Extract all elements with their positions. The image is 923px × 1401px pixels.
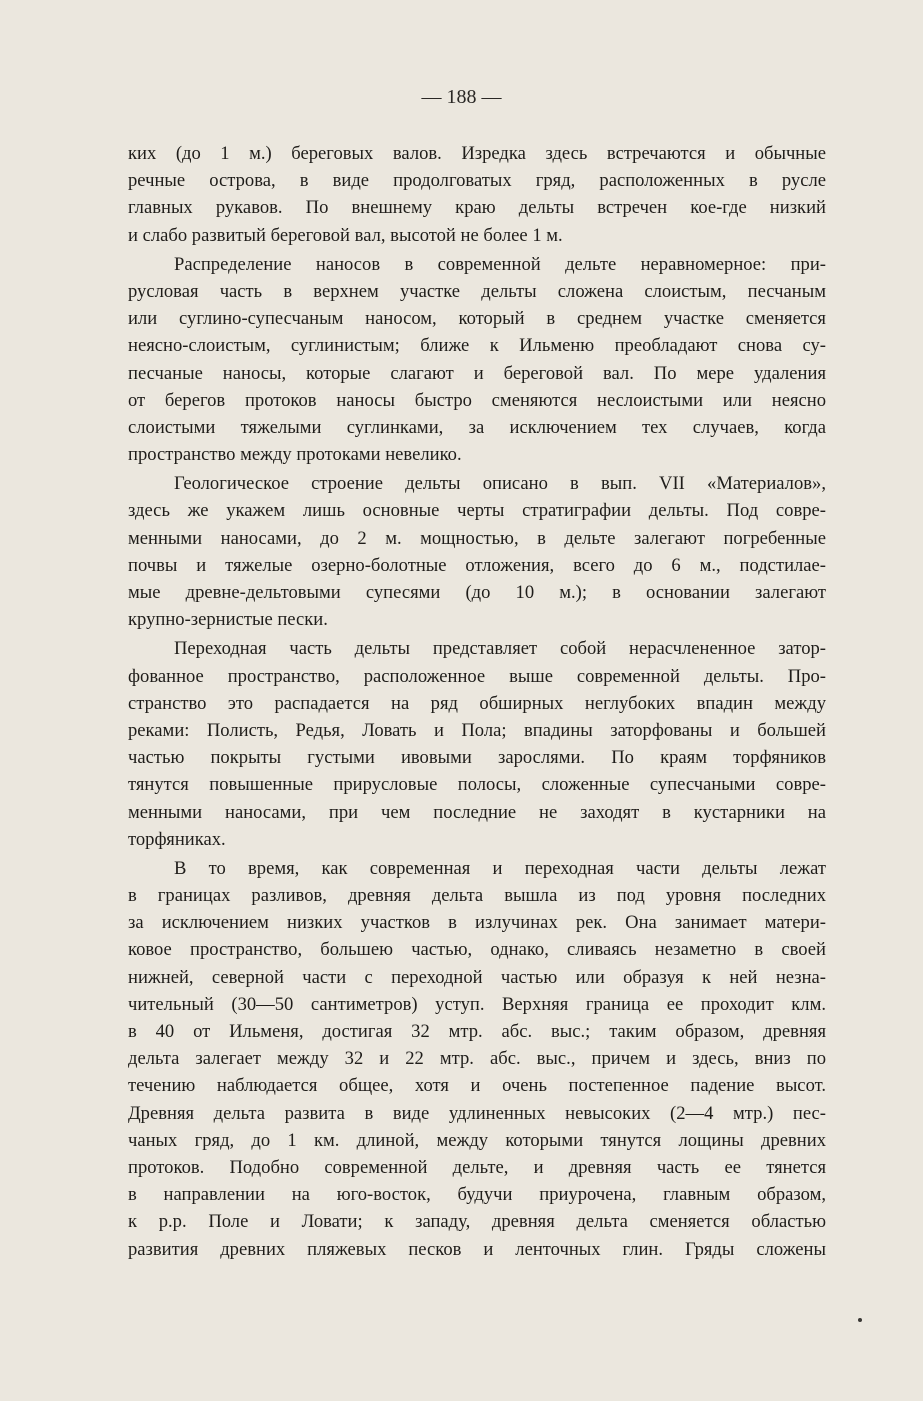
text-line: неясно-слоистым, суглинистым; ближе к Ильменю преобладают снова су-: [128, 335, 826, 357]
text-line: менными наносами, при чем последние не заходят в кустарники на: [128, 801, 826, 823]
text-line: протоков. Подобно современной дельте, и древняя часть ее тянется: [128, 1156, 826, 1178]
text-line: ких (до 1 м.) береговых валов. Изредка здесь встречаются и обычные: [128, 143, 826, 164]
text-line: речные острова, в виде продолговатых гряд, расположенных в русле: [128, 170, 826, 192]
text-line: главных рукавов. По внешнему краю дельты встречен кое-где низкий: [128, 197, 826, 219]
text-line: русловая часть в верхнем участке дельты сложена слоистым, песчаным: [128, 280, 826, 302]
text-line: к р.р. Поле и Ловати; к западу, древняя дельта сменяется областью: [128, 1211, 826, 1233]
text-line: Распределение наносов в современной дельте неравномерное: при-: [174, 253, 826, 275]
text-line: пространство между протоками невелико.: [128, 444, 462, 466]
text-line: от берегов протоков наносы быстро сменяются неслоистыми или неясно: [128, 389, 826, 411]
text-line: Геологическое строение дельты описано в вып. VII «Материалов»,: [174, 473, 826, 495]
text-line: слоистыми тяжелыми суглинками, за исключением тех случаев, когда: [128, 416, 826, 438]
ink-speck: [858, 1318, 862, 1322]
text-line: за исключением низких участков в излучинах рек. Она занимает матери-: [128, 912, 826, 934]
body-text: [128, 140, 826, 1263]
text-line: песчаные наносы, которые слагают и береговой вал. По мере удаления: [128, 362, 826, 384]
text-line: чаных гряд, до 1 км. длиной, между которыми тянутся лощины древних: [128, 1129, 826, 1151]
text-line: в 40 от Ильменя, достигая 32 мтр. абс. выс.; таким образом, древняя: [128, 1021, 826, 1042]
text-line: торфяниках.: [128, 828, 226, 850]
text-line: почвы и тяжелые озерно-болотные отложения, всего до 6 м., подстилае-: [128, 554, 826, 576]
paragraph: [128, 855, 826, 1263]
page-number: — 188 —: [421, 86, 502, 108]
text-line: и слабо развитый береговой вал, высотой не более 1 м.: [128, 224, 563, 246]
text-line: В то время, как современная и переходная части дельты лежат: [174, 857, 826, 879]
text-line: Переходная часть дельты представляет собой нерасчлененное затор-: [174, 638, 826, 660]
text-line: реками: Полисть, Редья, Ловать и Пола; впадины заторфованы и большей: [128, 719, 826, 741]
paragraph: [128, 251, 826, 469]
text-line: Древняя дельта развита в виде удлиненных невысоких (2—4 мтр.) пес-: [128, 1102, 826, 1124]
paragraph: [128, 470, 826, 633]
text-line: менными наносами, до 2 м. мощностью, в дельте залегают погребенные: [128, 527, 826, 549]
text-line: развития древних пляжевых песков и ленточных глин. Гряды сложены: [128, 1238, 826, 1260]
text-line: фованное пространство, расположенное выше современной дельты. Про-: [128, 665, 826, 687]
text-line: дельта залегает между 32 и 22 мтр. абс. выс., причем и здесь, вниз по: [128, 1048, 826, 1070]
text-line: крупно-зернистые пески.: [128, 609, 328, 631]
text-line: тянутся повышенные прирусловые полосы, сложенные супесчаными совре-: [128, 774, 826, 796]
paragraph: [128, 635, 826, 853]
text-line: здесь же укажем лишь основные черты стратиграфии дельты. Под совре-: [128, 500, 826, 522]
text-line: странство это распадается на ряд обширных неглубоких впадин между: [128, 692, 826, 714]
text-line: частью покрыты густыми ивовыми зарослями. По краям торфяников: [128, 747, 826, 769]
text-line: чительный (30—50 сантиметров) уступ. Верхняя граница ее проходит клм.: [128, 993, 826, 1015]
text-line: нижней, северной части с переходной частью или образуя к ней незна-: [128, 966, 826, 988]
text-line: в направлении на юго-восток, будучи приурочена, главным образом,: [128, 1184, 826, 1206]
text-line: в границах разливов, древняя дельта вышла из под уровня последних: [128, 885, 826, 907]
text-line: течению наблюдается общее, хотя и очень постепенное падение высот.: [128, 1075, 826, 1097]
text-line: или суглино-супесчаным наносом, который в среднем участке сменяется: [128, 308, 826, 330]
text-line: мые древне-дельтовыми супесями (до 10 м.); в основании залегают: [128, 582, 826, 603]
paragraph: [128, 140, 826, 249]
text-line: ковое пространство, большею частью, однако, сливаясь незаметно в своей: [128, 939, 826, 961]
